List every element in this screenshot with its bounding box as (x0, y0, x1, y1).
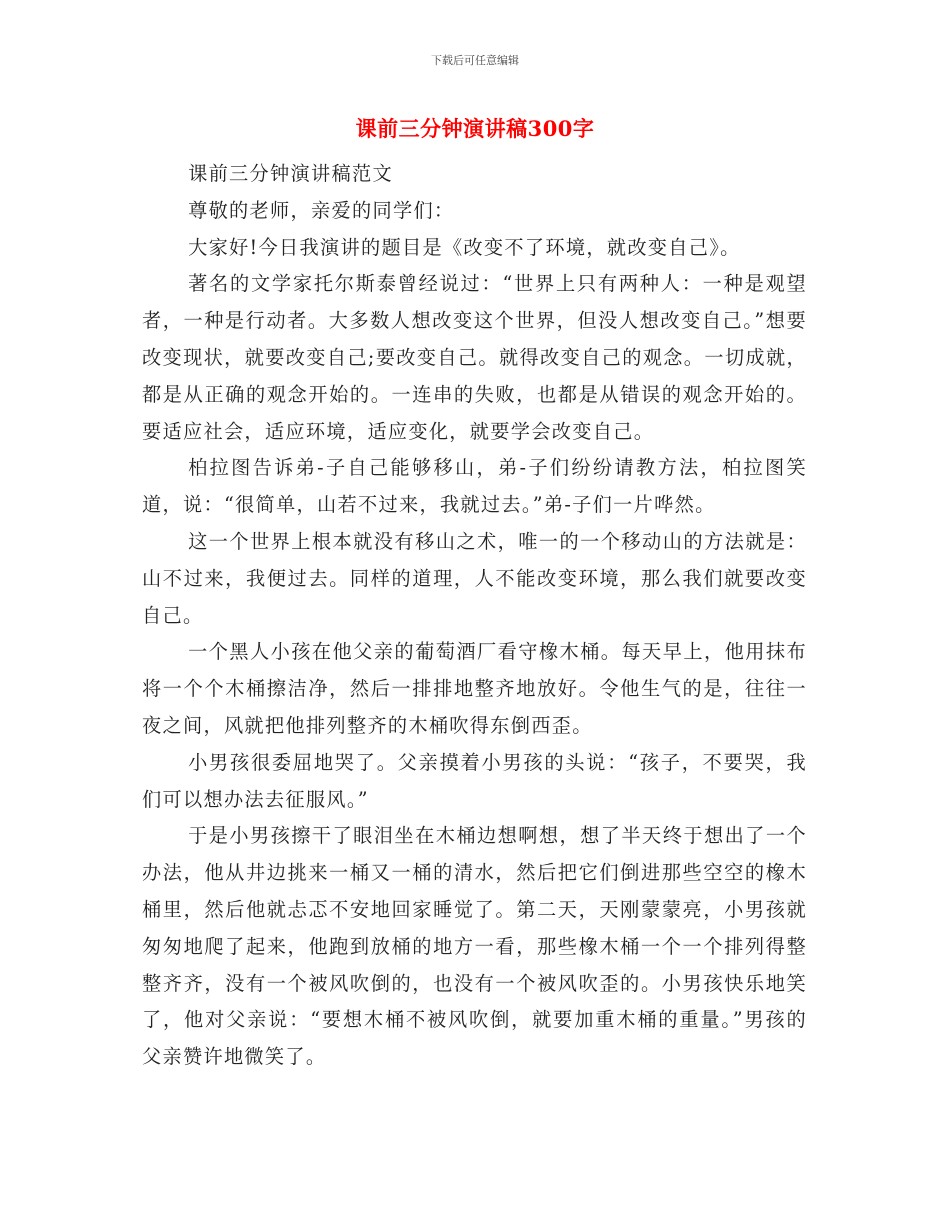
paragraph-plato: 柏拉图告诉弟-子自己能够移山，弟-子们纷纷请教方法，柏拉图笑道，说：“很简单，山若不过来，我就过去。”弟-子们一片哗然。 (142, 456, 807, 517)
paragraph-barrels: 一个黑人小孩在他父亲的葡萄酒厂看守橡木桶。每天早上，他用抹布将一个个木桶擦洁净，然后一排排地整齐地放好。令他生气的是，往往一夜之间，风就把他排列整齐的木桶吹得东倒西歪。 (142, 640, 807, 737)
paragraph-intro: 大家好!今日我演讲的题目是《改变不了环境，就改变自己》。 (188, 235, 741, 259)
document-title: 课前三分钟演讲稿300字 (355, 116, 595, 141)
document-body (142, 156, 807, 1076)
header-note: 下载后可任意编辑 (431, 54, 519, 67)
paragraph-tolstoy: 著名的文学家托尔斯泰曾经说过：“世界上只有两种人：一种是观望者，一种是行动者。大多数人想改变这个世界，但没人想改变自己。”想要改变现状，就要改变自己;要改变自己。就得改变自己的观念。一切成就，都是从正确的观念开始的。一连串的失败，也都是从错误的观念开始的。要适应社会，适应环境，适应变化，就要学会改变自己。 (142, 272, 807, 443)
paragraph-subtitle: 课前三分钟演讲稿范文 (188, 162, 393, 185)
paragraph-solution: 于是小男孩擦干了眼泪坐在木桶边想啊想，想了半天终于想出了一个办法，他从井边挑来一桶又一桶的清水，然后把它们倒进那些空空的橡木桶里，然后他就忐忑不安地回家睡觉了。第二天，天刚蒙蒙亮，小男孩就匆匆地爬了起来，他跑到放桶的地方一看，那些橡木桶一个一个排列得整整齐齐，没有一个被风吹倒的，也没有一个被风吹歪的。小男孩快乐地笑了，他对父亲说：“要想木桶不被风吹倒，就要加重木桶的重量。”男孩的父亲赞许地微笑了。 (142, 824, 807, 1069)
paragraph-father: 小男孩很委屈地哭了。父亲摸着小男孩的头说：“孩子，不要哭，我们可以想办法去征服风。” (142, 750, 807, 811)
paragraph-mountain: 这一个世界上根本就没有移山之术，唯一的一个移动山的方法就是：山不过来，我便过去。同样的道理，人不能改变环境，那么我们就要改变自己。 (142, 529, 807, 627)
paragraph-greeting: 尊敬的老师，亲爱的同学们： (188, 198, 455, 222)
